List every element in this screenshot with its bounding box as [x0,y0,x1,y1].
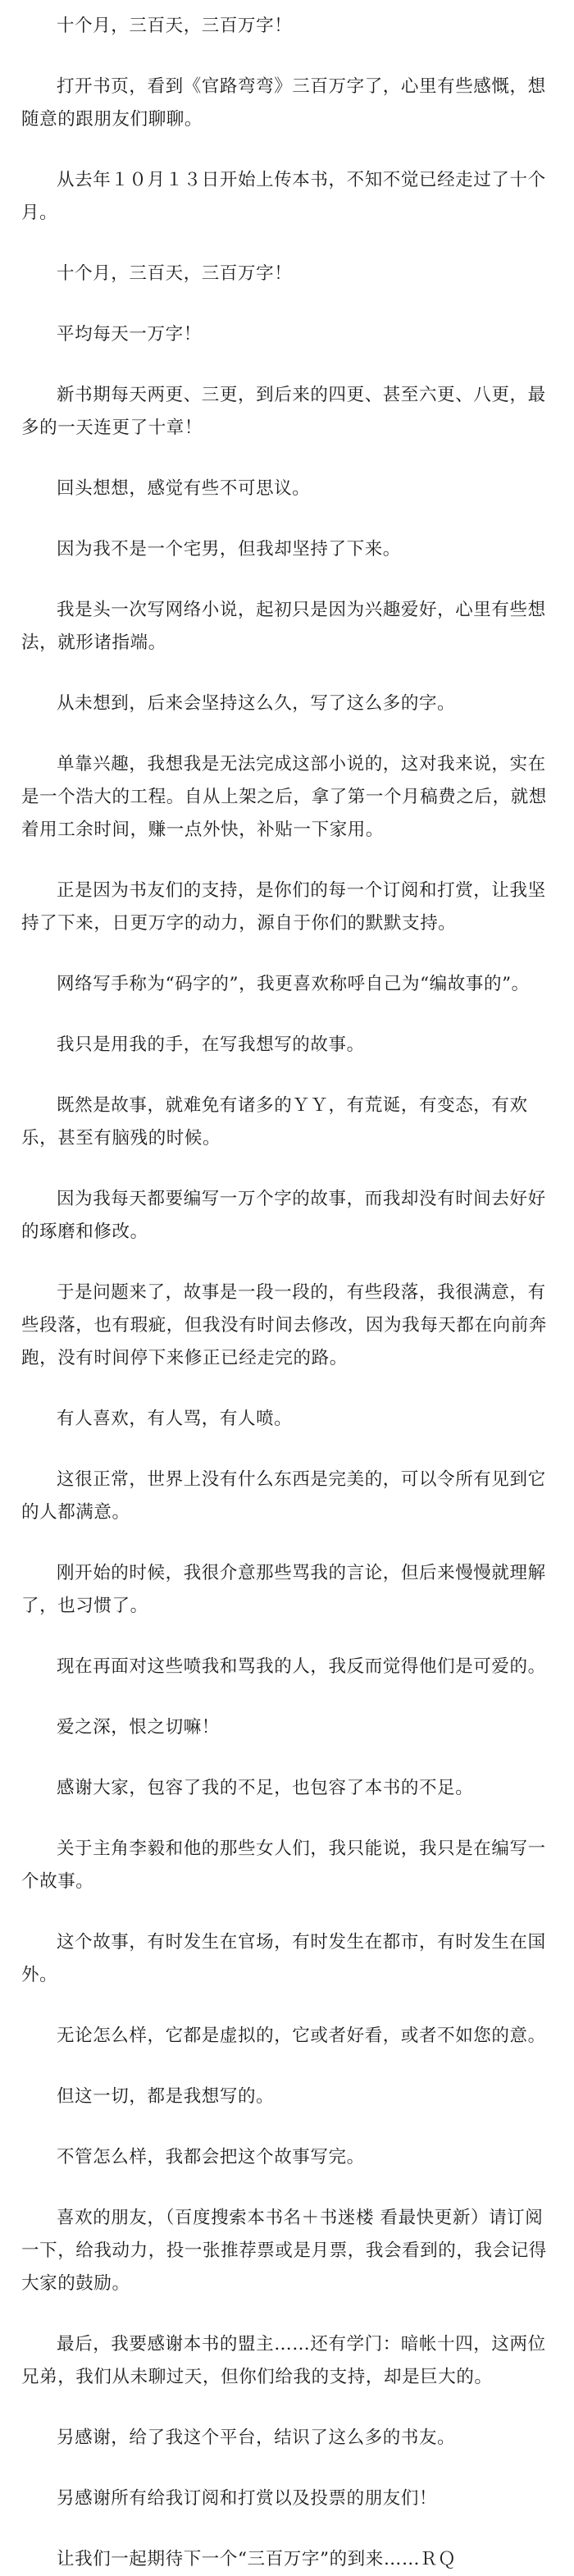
paragraph-gap [21,1898,556,1926]
paragraph-13: 网络写手称为“码字的”，我更喜欢称呼自己为“编故事的”。 [57,974,530,994]
paragraph-16: 因为我每天都要编写一万个字的故事，而我却没有时间去好好的琢磨和修改。 [21,1189,546,1242]
paragraph-23: 感谢大家，包容了我的不足，也包容了本书的不足。 [57,1778,474,1798]
paragraph-14: 我只是用我的手，在写我想写的故事。 [57,1035,365,1055]
paragraph-gap [21,230,556,258]
paragraph-17: 于是问题来了，故事是一段一段的，有些段落，我很满意，有些段落，也有瑕疵，但我没有时间去修改，因为我每天都在向前奔跑，没有时间停下来修正已经走完的路。 [21,1282,547,1368]
paragraph-gap [21,136,556,164]
paragraph-gap [21,43,556,71]
paragraph-gap [21,2113,556,2141]
paragraph-6: 新书期每天两更、三更，到后来的四更、甚至六更、八更，最多的一天连更了十章！ [21,385,546,438]
paragraph-gap [21,2300,556,2328]
paragraph-gap [21,940,556,968]
paragraph-gap [21,1436,556,1464]
paragraph-gap [21,2515,556,2543]
paragraph-18: 有人喜欢，有人骂，有人喷。 [57,1409,293,1429]
paragraph-28: 不管怎么样，我都会把这个故事写完。 [57,2147,365,2167]
paragraph-gap [21,445,556,473]
paragraph-gap [21,720,556,748]
paragraph-12: 正是因为书友们的支持，是你们的每一个订阅和打赏，让我坚持了下来，日更万字的动力，源自于你们的默默支持。 [21,880,546,934]
paragraph-32: 另感谢所有给我订阅和打赏以及投票的朋友们！ [57,2488,438,2509]
paragraph-gap [21,2394,556,2422]
paragraph-26: 无论怎么样，它都是虚拟的，它或者好看，或者不如您的意。 [57,2026,546,2046]
paragraph-22: 爱之深，恨之切嘛！ [57,1717,220,1738]
paragraph-3: 从去年１０月１３日开始上传本书，不知不觉已经走过了十个月。 [21,170,546,223]
paragraph-1: 十个月，三百天，三百万字！ [57,16,293,36]
paragraph-gap [21,566,556,594]
paragraph-8: 因为我不是一个宅男，但我却坚持了下来。 [57,539,401,560]
paragraph-19: 这很正常，世界上没有什么东西是完美的，可以令所有见到它的人都满意。 [21,1469,546,1523]
paragraph-gap [21,1375,556,1403]
paragraph-gap [21,2455,556,2482]
paragraph-gap [21,351,556,379]
paragraph-24: 关于主角李毅和他的那些女人们，我只能说，我只是在编写一个故事。 [21,1838,546,1892]
paragraph-10: 从未想到，后来会坚持这么久，写了这么多的字。 [57,693,456,714]
paragraph-2: 打开书页，看到《官路弯弯》三百万字了，心里有些感慨，想随意的跟朋友们聊聊。 [21,76,546,130]
paragraph-29: 喜欢的朋友，（百度搜索本书名＋书迷楼 看最快更新）请订阅一下，给我动力，投一张推荐票或是月票，我会看到的，我会记得大家的鼓励。 [21,2208,547,2294]
paragraph-gap [21,2053,556,2080]
paragraph-gap [21,847,556,875]
paragraph-30: 最后，我要感谢本书的盟主……还有学门：暗帐十四，这两位兄弟，我们从未聊过天，但你们给我的支持，却是巨大的。 [21,2334,546,2387]
paragraph-gap [21,2174,556,2202]
paragraph-gap [21,505,556,533]
paragraph-9: 我是头一次写网络小说，起初只是因为兴趣爱好，心里有些想法，就形诸指端。 [21,600,546,653]
paragraph-7: 回头想想，感觉有些不可思议。 [57,478,311,499]
paragraph-4: 十个月，三百天，三百万字！ [57,263,293,284]
paragraph-33: 让我们一起期待下一个“三百万字”的到来……ＲＱ [57,2549,457,2569]
paragraph-gap [21,290,556,318]
paragraph-gap [21,1529,556,1557]
paragraph-gap [21,1249,556,1277]
paragraph-25: 这个故事，有时发生在官场，有时发生在都市，有时发生在国外。 [21,1932,546,1985]
paragraph-gap [21,1744,556,1772]
paragraph-gap [21,1992,556,2020]
paragraph-27: 但这一切，都是我想写的。 [57,2086,275,2107]
paragraph-gap [21,1623,556,1651]
paragraph-gap [21,1062,556,1089]
paragraph-11: 单靠兴趣，我想我是无法完成这部小说的，这对我来说，实在是一个浩大的工程。自从上架之后，拿了第一个月稿费之后，就想着用工余时间，赚一点外快，补贴一下家用。 [21,754,547,840]
paragraph-gap [21,1805,556,1833]
paragraph-31: 另感谢，给了我这个平台，结识了这么多的书友。 [57,2428,456,2448]
paragraph-gap [21,660,556,687]
paragraph-gap [21,1683,556,1711]
paragraph-21: 现在再面对这些喷我和骂我的人，我反而觉得他们是可爱的。 [57,1656,546,1677]
paragraph-15: 既然是故事，就难免有诸多的ＹＹ，有荒诞，有变态，有欢乐，甚至有脑残的时候。 [21,1095,528,1149]
paragraph-gap [21,1001,556,1029]
paragraph-20: 刚开始的时候，我很介意那些骂我的言论，但后来慢慢就理解了，也习惯了。 [21,1563,546,1616]
paragraph-gap [21,1155,556,1183]
paragraph-5: 平均每天一万字！ [57,324,202,345]
